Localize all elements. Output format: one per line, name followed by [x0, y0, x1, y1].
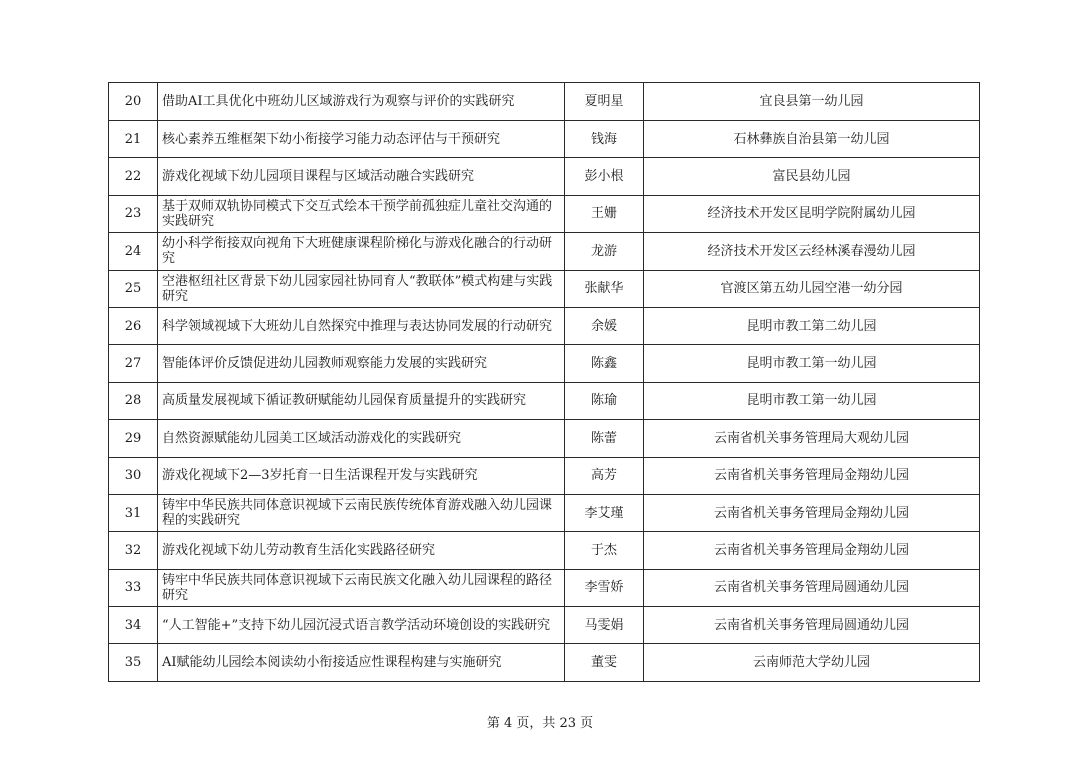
- organization-name: 富民县幼儿园: [644, 158, 980, 195]
- project-list-table: [108, 82, 980, 682]
- table-row: [109, 494, 980, 531]
- row-number: 35: [109, 644, 158, 681]
- table-row: [109, 345, 980, 382]
- table-row: [109, 270, 980, 307]
- project-title: 铸牢中华民族共同体意识视域下云南民族文化融入幼儿园课程的路径研究: [158, 569, 565, 606]
- project-title: 游戏化视域下幼儿园项目课程与区域活动融合实践研究: [158, 158, 565, 195]
- table-row: [109, 569, 980, 606]
- row-number: 33: [109, 569, 158, 606]
- researcher-name: 陈鑫: [565, 345, 644, 382]
- project-title: 智能体评价反馈促进幼儿园教师观察能力发展的实践研究: [158, 345, 565, 382]
- project-title: 空港枢纽社区背景下幼儿园家园社协同育人“教联体”模式构建与实践研究: [158, 270, 565, 307]
- table-row: [109, 457, 980, 494]
- researcher-name: 余媛: [565, 307, 644, 344]
- organization-name: 云南省机关事务管理局圆通幼儿园: [644, 569, 980, 606]
- organization-name: 经济技术开发区云经林溪春漫幼儿园: [644, 233, 980, 270]
- researcher-name: 李雪娇: [565, 569, 644, 606]
- project-title: 自然资源赋能幼儿园美工区域活动游戏化的实践研究: [158, 420, 565, 457]
- researcher-name: 于杰: [565, 532, 644, 569]
- table-row: [109, 420, 980, 457]
- row-number: 22: [109, 158, 158, 195]
- researcher-name: 钱海: [565, 121, 644, 158]
- researcher-name: 董雯: [565, 644, 644, 681]
- researcher-name: 彭小根: [565, 158, 644, 195]
- project-title: 铸牢中华民族共同体意识视域下云南民族传统体育游戏融入幼儿园课程的实践研究: [158, 494, 565, 531]
- organization-name: 昆明市教工第一幼儿园: [644, 382, 980, 419]
- project-title: “人工智能+”支持下幼儿园沉浸式语言教学活动环境创设的实践研究: [158, 607, 565, 644]
- researcher-name: 张献华: [565, 270, 644, 307]
- table-row: [109, 607, 980, 644]
- project-title: 科学领域视域下大班幼儿自然探究中推理与表达协同发展的行动研究: [158, 307, 565, 344]
- researcher-name: 陈蕾: [565, 420, 644, 457]
- researcher-name: 陈瑜: [565, 382, 644, 419]
- project-title: 游戏化视域下幼儿劳动教育生活化实践路径研究: [158, 532, 565, 569]
- researcher-name: 夏明星: [565, 83, 644, 121]
- project-title: 核心素养五维框架下幼小衔接学习能力动态评估与干预研究: [158, 121, 565, 158]
- project-title: 基于双师双轨协同模式下交互式绘本干预学前孤独症儿童社交沟通的实践研究: [158, 195, 565, 232]
- row-number: 25: [109, 270, 158, 307]
- row-number: 34: [109, 607, 158, 644]
- table-row: [109, 644, 980, 681]
- organization-name: 云南省机关事务管理局大观幼儿园: [644, 420, 980, 457]
- row-number: 23: [109, 195, 158, 232]
- researcher-name: 龙游: [565, 233, 644, 270]
- table-row: [109, 382, 980, 419]
- row-number: 21: [109, 121, 158, 158]
- organization-name: 云南师范大学幼儿园: [644, 644, 980, 681]
- organization-name: 云南省机关事务管理局圆通幼儿园: [644, 607, 980, 644]
- row-number: 32: [109, 532, 158, 569]
- row-number: 24: [109, 233, 158, 270]
- organization-name: 石林彝族自治县第一幼儿园: [644, 121, 980, 158]
- row-number: 28: [109, 382, 158, 419]
- researcher-name: 李艾瑾: [565, 494, 644, 531]
- table-row: [109, 233, 980, 270]
- table-row: [109, 83, 980, 121]
- organization-name: 云南省机关事务管理局金翔幼儿园: [644, 457, 980, 494]
- researcher-name: 王姗: [565, 195, 644, 232]
- row-number: 29: [109, 420, 158, 457]
- project-title: 高质量发展视域下循证教研赋能幼儿园保育质量提升的实践研究: [158, 382, 565, 419]
- researcher-name: 高芳: [565, 457, 644, 494]
- row-number: 30: [109, 457, 158, 494]
- table-row: [109, 307, 980, 344]
- page-footer: 第 4 页，共 23 页: [486, 716, 594, 731]
- project-title: AI赋能幼儿园绘本阅读幼小衔接适应性课程构建与实施研究: [158, 644, 565, 681]
- table-row: [109, 532, 980, 569]
- researcher-name: 马雯娟: [565, 607, 644, 644]
- table-row: [109, 158, 980, 195]
- organization-name: 云南省机关事务管理局金翔幼儿园: [644, 532, 980, 569]
- row-number: 20: [109, 83, 158, 121]
- table-body: [109, 83, 980, 682]
- project-title: 幼小科学衔接双向视角下大班健康课程阶梯化与游戏化融合的行动研究: [158, 233, 565, 270]
- project-title: 借助AI工具优化中班幼儿区域游戏行为观察与评价的实践研究: [158, 83, 565, 121]
- table-row: [109, 121, 980, 158]
- organization-name: 云南省机关事务管理局金翔幼儿园: [644, 494, 980, 531]
- organization-name: 经济技术开发区昆明学院附属幼儿园: [644, 195, 980, 232]
- organization-name: 昆明市教工第一幼儿园: [644, 345, 980, 382]
- project-title: 游戏化视域下2—3岁托育一日生活课程开发与实践研究: [158, 457, 565, 494]
- organization-name: 宜良县第一幼儿园: [644, 83, 980, 121]
- organization-name: 昆明市教工第二幼儿园: [644, 307, 980, 344]
- organization-name: 官渡区第五幼儿园空港一幼分园: [644, 270, 980, 307]
- table-row: [109, 195, 980, 232]
- row-number: 27: [109, 345, 158, 382]
- row-number: 26: [109, 307, 158, 344]
- row-number: 31: [109, 494, 158, 531]
